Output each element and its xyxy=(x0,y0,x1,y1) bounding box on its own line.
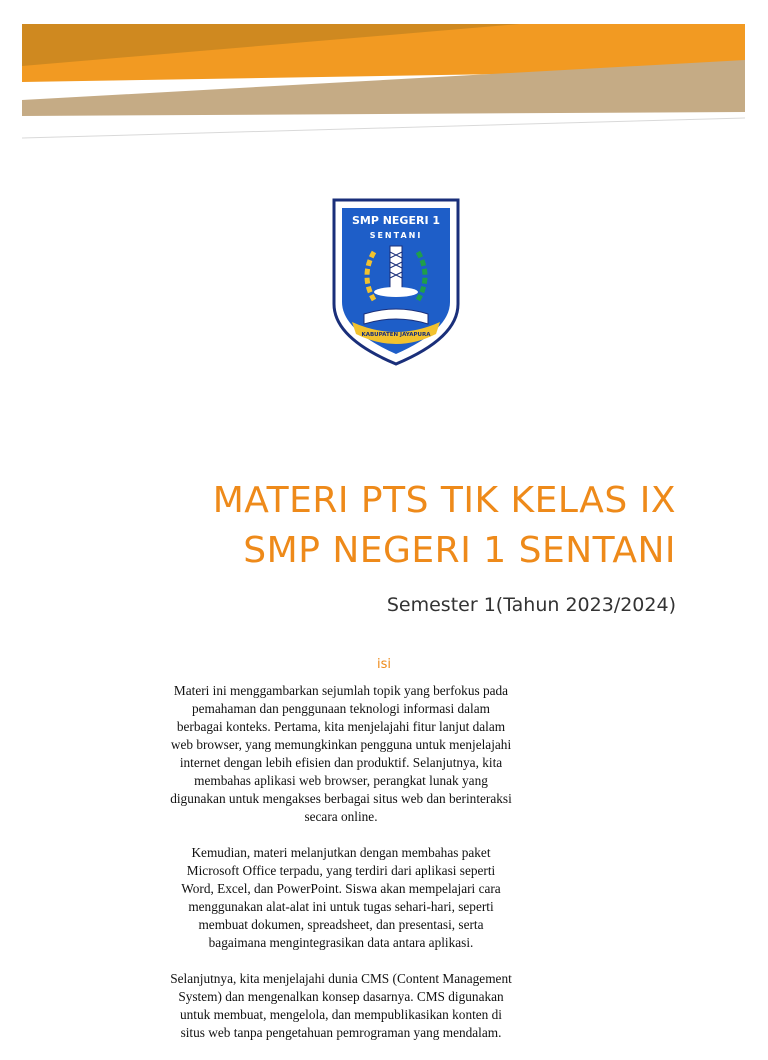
document-title xyxy=(213,476,676,576)
crest-school-name: SMP NEGERI 1 xyxy=(351,214,441,227)
body-text xyxy=(170,682,512,1060)
header-banner xyxy=(0,0,768,150)
document-subtitle: Semester 1(Tahun 2023/2024) xyxy=(386,594,676,616)
paragraph-2: Kemudian, materi melanjutkan dengan membahas paket Microsoft Office terpadu, yang terdiri dari aplikasi seperti Word, Excel, dan PowerPoint. Siswa akan mempelajari cara menggunakan alat-alat ini untuk tugas sehari-hari, seperti membuat dokumen, spreadsheet, dan presentasi, serta bagaimana mengintegrasikan data antara aplikasi. xyxy=(181,845,501,950)
paragraph-3: Selanjutnya, kita menjelajahi dunia CMS (Content Management System) dan mengenalkan konsep dasarnya. CMS digunakan untuk membuat, mengelola, dan mempublikasikan konten di situs web tanpa pengetahuan pemrograman yang mendalam. xyxy=(170,971,512,1040)
section-heading: isi xyxy=(377,657,391,672)
title-line-1: MATERI PTS TIK KELAS IX xyxy=(212,480,676,521)
banner-stripe-white xyxy=(22,112,745,138)
crest-city-name: SENTANI xyxy=(369,231,423,240)
crest-scroll xyxy=(374,287,418,297)
title-line-2: SMP NEGERI 1 SENTANI xyxy=(243,530,676,571)
crest-ribbon-text: KABUPATEN JAYAPURA xyxy=(361,332,431,338)
paragraph-1: Materi ini menggambarkan sejumlah topik yang berfokus pada pemahaman dan penggunaan teknologi informasi dalam berbagai konteks. Pertama, kita menjelajahi fitur lanjut dalam web browser, yang memungkinkan pengguna untuk menjelajahi internet dengan lebih efisien dan produktif. Selanjutnya, kita membahas aplikasi web browser, perangkat lunak yang digunakan untuk mengakses berbagai situs web dan berinteraksi secara online. xyxy=(170,683,512,824)
school-crest-logo xyxy=(330,196,462,366)
